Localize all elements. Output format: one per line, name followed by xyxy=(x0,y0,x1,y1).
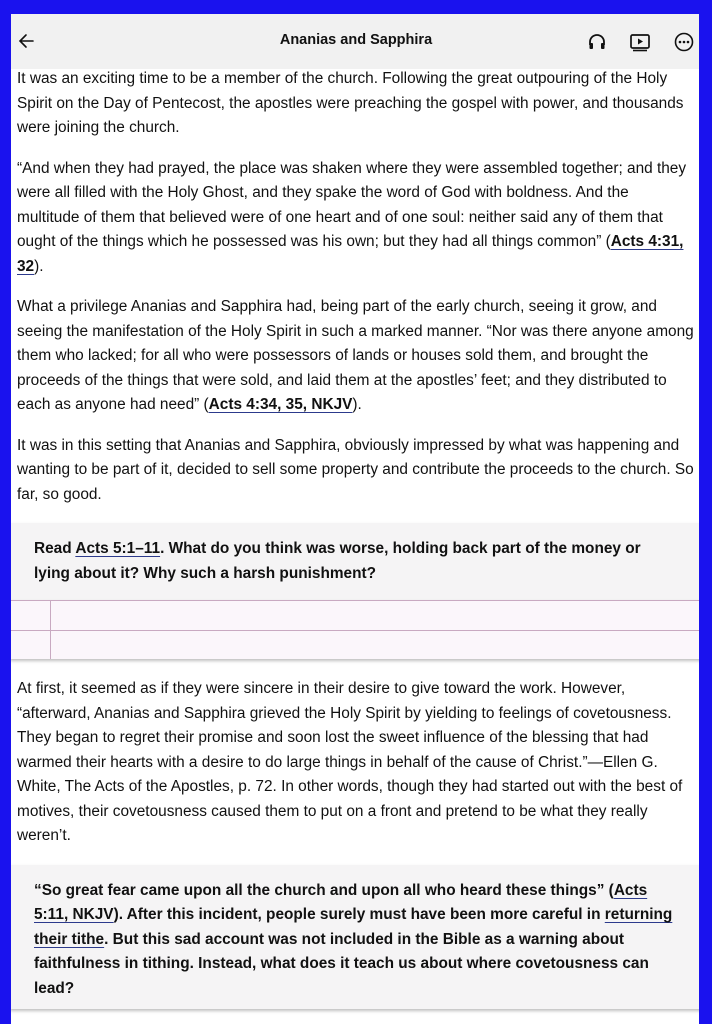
question-box-1 xyxy=(11,523,699,600)
paragraph-1: It was an exciting time to be a member of the church. Following the great outpouring of the Holy Spirit on the Day of Pentecost, the apostles were preaching the gospel with power, and thousands were joining the church. xyxy=(17,70,684,136)
audio-button[interactable] xyxy=(585,30,609,54)
question-2-pre: “So great fear came upon all the church and upon all who heard these things” ( xyxy=(34,881,614,899)
page-title: Ananias and Sapphira xyxy=(279,32,433,48)
bible-ref-acts-5-11[interactable]: Acts 5:11, NKJV xyxy=(34,881,648,923)
question-2-end: . But this sad account was not included in the Bible as a warning about faithfulness in tithing. Instead, what does it teach us about where covetousness can lead? xyxy=(34,930,649,997)
question-1-pre: Read xyxy=(34,540,76,557)
headphones-icon xyxy=(587,32,607,52)
video-button[interactable] xyxy=(628,30,652,54)
question-2-text: ). After this incident, people surely must have been more careful in xyxy=(113,906,605,923)
bible-ref-acts-4-34[interactable]: Acts 4:34, 35, NKJV xyxy=(208,396,353,413)
answer-ruled-line xyxy=(11,630,699,631)
paragraph-3 xyxy=(17,295,695,418)
paragraph-5: At first, it seemed as if they were sincere in their desire to give toward the work. However, “afterward, Ananias and Sapphira grieved the Holy Spirit by yielding to feelings of covetousness. They began to regret their promise and soon lost the sweet influence of the blessing that had warmed their hearts with a desire to do large things in behalf of the cause of Christ.”—Ellen G. White, The Acts of the Apostles, p. 72. In other words, though they had started out with the best of motives, their covetousness caused them to put on a front and pretend to be what they really weren’t. xyxy=(17,680,683,844)
bible-ref-acts-4-31[interactable]: Acts 4:31, 32 xyxy=(17,233,684,275)
play-video-icon xyxy=(629,32,651,52)
more-options-button[interactable] xyxy=(672,30,696,54)
arrow-left-icon xyxy=(18,33,34,49)
back-button[interactable] xyxy=(15,30,37,52)
paragraph-4: It was in this setting that Ananias and Sapphira, obviously impressed by what was happening and wanting to be part of it, decided to sell some property and contribute the proceeds to the church. So far, so good. xyxy=(17,436,694,503)
reader-frame xyxy=(11,14,699,1024)
paragraph-3-end: ). xyxy=(352,396,362,413)
paragraph-2 xyxy=(17,157,695,280)
question-box-2 xyxy=(11,865,699,1010)
more-options-icon xyxy=(673,31,695,53)
paragraph-2-end: ). xyxy=(34,257,44,275)
paragraph-3-text: What a privilege Ananias and Sapphira had, being part of the early church, seeing it grow, and seeing the manifestation of the Holy Spirit in such a marked manner. “Nor was there anyone among them who lacked; for all who were possessors of lands or houses sold them, and brought the proceeds of the things that were sold, and laid them at the apostles’ feet; and they distributed to each as anyone had need” ( xyxy=(17,298,694,413)
bible-ref-acts-5-1[interactable]: Acts 5:1–11 xyxy=(75,540,161,557)
answer-notes-field[interactable] xyxy=(11,600,699,659)
top-bar xyxy=(11,14,699,69)
paragraph-2-text: “And when they had prayed, the place was shaken where they were assembled together; and they were all filled with the Holy Ghost, and they spake the word of God with boldness. And the multitude of them that believed were of one heart and of one soul: neither said any of them that ought of the things which he possessed was his own; but they had all things common” ( xyxy=(17,159,687,250)
link-returning-their-tithe[interactable]: returning their tithe xyxy=(34,906,673,948)
lesson-content xyxy=(17,67,695,1009)
question-1-text: . What do you think was worse, holding back part of the money or lying about it? Why such a harsh punishment? xyxy=(34,540,641,582)
